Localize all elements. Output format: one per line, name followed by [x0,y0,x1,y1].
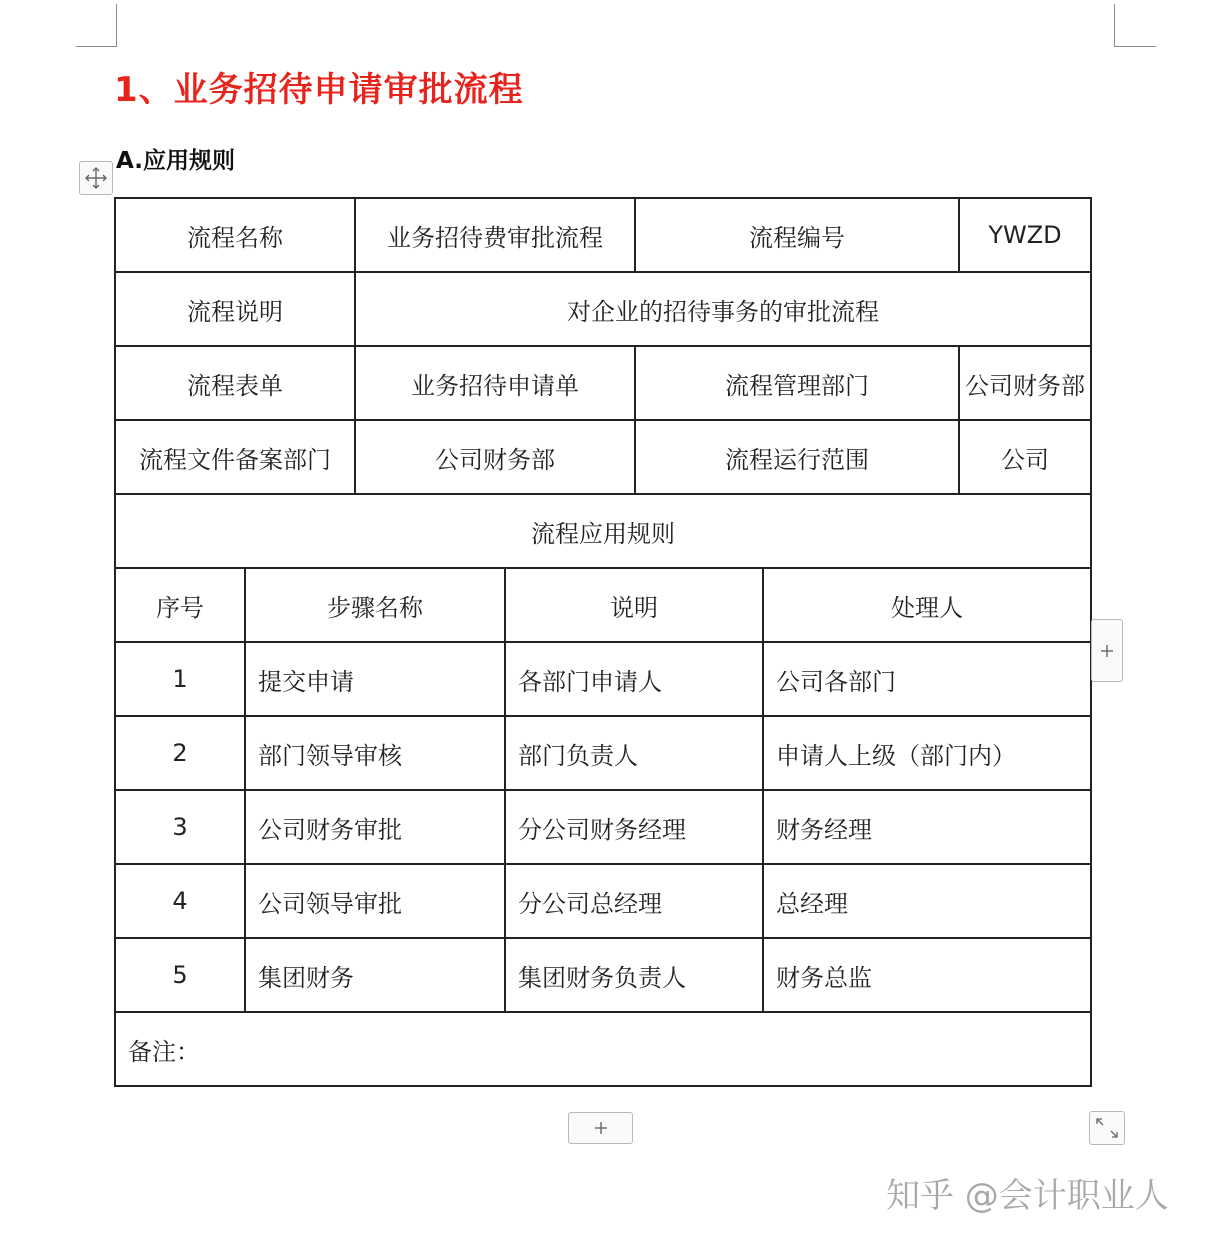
rules-header-cell[interactable]: 流程应用规则 [115,494,1091,568]
table-row [115,272,1091,346]
step-name-cell[interactable]: 公司领导审批 [245,864,505,938]
page-corner-mark [1114,4,1115,46]
table-cell[interactable]: 流程表单 [115,346,355,420]
step-description-cell[interactable]: 各部门申请人 [505,642,763,716]
resize-diagonal-icon [1095,1117,1119,1139]
table-cell[interactable]: YWZD [959,198,1091,272]
watermark: 知乎 @会计职业人 [886,1176,1169,1216]
table-cell[interactable]: 流程管理部门 [635,346,959,420]
step-number-cell[interactable]: 3 [115,790,245,864]
table-cell[interactable]: 业务招待申请单 [355,346,635,420]
table-row [115,790,1091,864]
table-cell[interactable]: 流程文件备案部门 [115,420,355,494]
page-corner-mark [1114,46,1156,47]
page-corner-mark [76,46,117,47]
step-name-cell[interactable]: 部门领导审核 [245,716,505,790]
step-handler-cell[interactable]: 财务总监 [763,938,1091,1012]
step-number-cell[interactable]: 5 [115,938,245,1012]
column-header[interactable]: 说明 [505,568,763,642]
process-table [114,197,1092,1087]
step-number-cell[interactable]: 4 [115,864,245,938]
table-cell[interactable]: 流程编号 [635,198,959,272]
table-cell[interactable]: 公司 [959,420,1091,494]
column-header[interactable]: 步骤名称 [245,568,505,642]
column-header[interactable]: 序号 [115,568,245,642]
table-resize-handle[interactable] [1089,1111,1125,1145]
table-row [115,716,1091,790]
table-cell[interactable]: 流程运行范围 [635,420,959,494]
document-title: 1、业务招待申请审批流程 [114,70,524,110]
table-row [115,420,1091,494]
step-name-cell[interactable]: 集团财务 [245,938,505,1012]
table-header-row [115,568,1091,642]
table-cell[interactable]: 公司财务部 [959,346,1091,420]
step-number-cell[interactable]: 1 [115,642,245,716]
step-handler-cell[interactable]: 总经理 [763,864,1091,938]
step-name-cell[interactable]: 提交申请 [245,642,505,716]
table-row [115,1012,1091,1086]
step-description-cell[interactable]: 分公司财务经理 [505,790,763,864]
step-number-cell[interactable]: 2 [115,716,245,790]
table-cell[interactable]: 公司财务部 [355,420,635,494]
column-header[interactable]: 处理人 [763,568,1091,642]
add-column-button[interactable] [1091,619,1123,682]
step-description-cell[interactable]: 分公司总经理 [505,864,763,938]
table-cell[interactable]: 流程名称 [115,198,355,272]
plus-icon [594,1121,608,1135]
step-description-cell[interactable]: 部门负责人 [505,716,763,790]
page-corner-mark [116,4,117,46]
step-handler-cell[interactable]: 公司各部门 [763,642,1091,716]
note-cell[interactable]: 备注： [115,1012,1091,1086]
table-row [115,494,1091,568]
table-cell[interactable]: 流程说明 [115,272,355,346]
table-cell[interactable]: 业务招待费审批流程 [355,198,635,272]
add-row-button[interactable] [568,1112,633,1144]
step-handler-cell[interactable]: 申请人上级（部门内） [763,716,1091,790]
step-name-cell[interactable]: 公司财务审批 [245,790,505,864]
table-row [115,938,1091,1012]
table-row [115,346,1091,420]
plus-icon [1100,644,1114,658]
section-heading: A.应用规则 [116,148,235,174]
table-move-handle[interactable] [79,161,113,195]
move-arrows-icon [84,166,108,190]
table-row [115,864,1091,938]
step-handler-cell[interactable]: 财务经理 [763,790,1091,864]
table-cell[interactable]: 对企业的招待事务的审批流程 [355,272,1091,346]
step-description-cell[interactable]: 集团财务负责人 [505,938,763,1012]
table-row [115,198,1091,272]
table-row [115,642,1091,716]
